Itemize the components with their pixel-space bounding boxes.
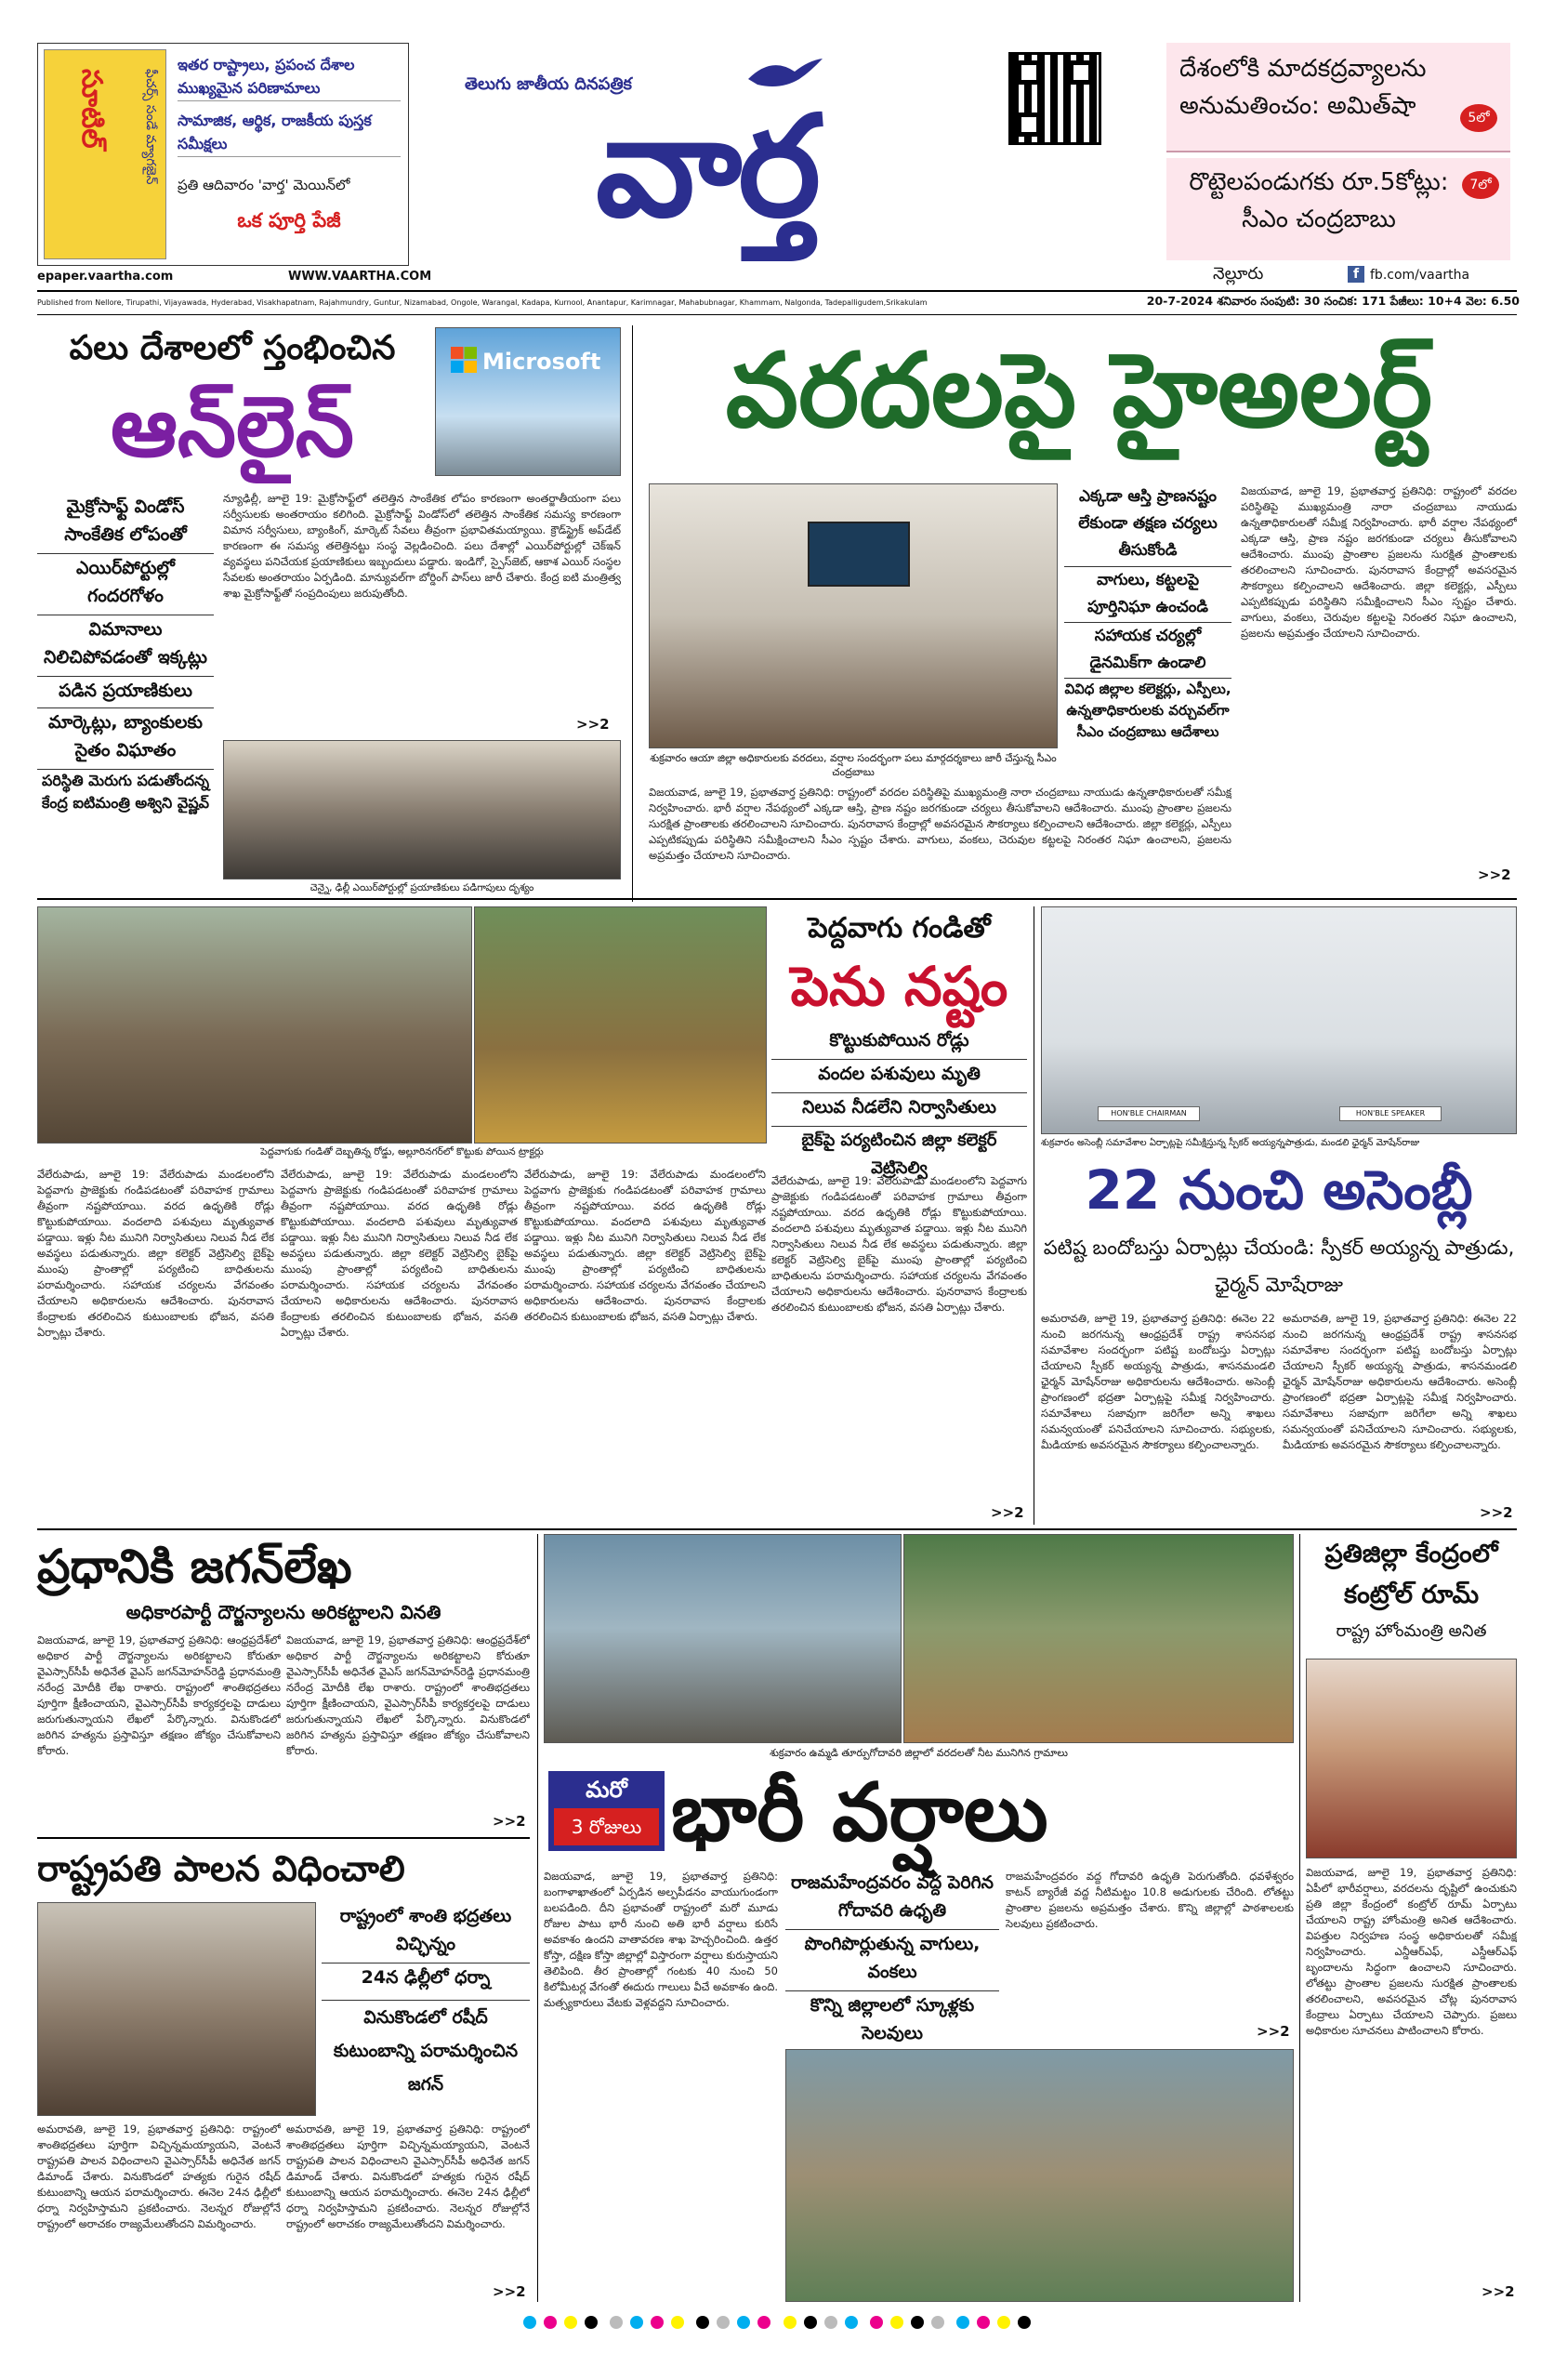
floods-point-3: సహాయక చర్యల్లో డైనమిక్‌గా ఉండాలి <box>1064 623 1231 679</box>
damaged-road-photo <box>37 906 472 1144</box>
assembly-headline: 22 నుంచి అసెంబ్లీ <box>1085 1158 1473 1222</box>
promo-left-box <box>37 43 409 266</box>
promo-line-3: ప్రతి ఆదివారం 'వార్త' మెయిన్‌లో <box>178 177 350 193</box>
rains-kicker-top: మరో <box>586 1777 627 1803</box>
control-room-subhead: రాష్ట్ర హోంమంత్రి అనిత <box>1336 1621 1487 1641</box>
col-divider-1 <box>632 325 633 902</box>
pv-point-3: నిలువ నీడలేని నిర్వాసితులు <box>771 1093 1027 1127</box>
teaser-1-page-badge: 5లో <box>1460 104 1497 132</box>
masthead-tagline: తెలుగు జాతీయ దినపత్రిక <box>465 74 632 94</box>
ms-point-4: పడిన ప్రయాణికులు <box>37 677 214 708</box>
presidents-rule-headline: రాష్ట్రపతి పాలన విధించాలి <box>37 1848 405 1889</box>
rains-point-2: పొంగిపొర్లుతున్న వాగులు, వంకలు <box>785 1930 999 1991</box>
registration-marks <box>37 2315 1517 2337</box>
pedda-vagu-photo-caption: పెద్దవాగుకు గండితో దెబ్బతిన్న రోడ్డు, అల్లూరినగర్‌లో కొట్టుకు పోయిన ట్రాక్టర్లు <box>37 1145 767 1160</box>
speaker-chairman-photo <box>1041 906 1517 1134</box>
teaser-1[interactable] <box>1166 43 1510 152</box>
control-room-headline: ప్రతిజిల్లా కేంద్రంలో కంట్రోల్ రూమ్ <box>1324 1540 1498 1609</box>
jagan-letter-subhead: అధికారపార్టీ దౌర్జన్యాలను అరికట్టాలని వినతి <box>125 1601 441 1623</box>
video-screen <box>808 522 910 587</box>
ms-point-1: మైక్రోసాఫ్ట్ విండోస్ సాంకేతిక లోపంతో <box>37 493 214 554</box>
floods-body-lower: విజయవాడ, జూలై 19, ప్రభాతవార్త ప్రతినిధి: రాష్ట్రంలో వరదల పరిస్థితిపై ముఖ్యమంత్రి నారా చంద్రబాబు నాయుడు ఉన్నతాధికారులతో సమీక్ష నిర్వహించారు. భారీ వర్షాల నేపథ్యంలో ఎక్కడా ఆస్తి, ప్రాణ నష్టం జరగకుండా చర్యలు తీసుకోవాలని ఆదేశించారు. ముంపు ప్రాంతాల ప్రజలను సురక్షిత ప్రాంతాలకు తరలించాలని సూచించారు. పునరావాస కేంద్రాల్లో అవసరమైన సౌకర్యాలు కల్పించాలని ఆదేశించారు. జిల్లా కలెక్టర్లు, ఎస్పీలు ఎప్పటికప్పుడు పరిస్థితిని సమీక్షించాలని సీఎం స్పష్టం చేశారు. వాగులు, వంకలు, చెరువుల కట్టలపై నిరంతర నిఘా ఉంచాలని, ప్రజలను అప్రమత్తం చేయాలని సూచించారు. <box>649 786 1231 862</box>
microsoft-logo-icon <box>451 347 477 373</box>
rains-body-left: విజయవాడ, జూలై 19, ప్రభాతవార్త ప్రతినిధి: బంగాళాఖాతంలో ఏర్పడిన అల్పపీడనం వాయుగుండంగా బలపడింది. దీని ప్రభావంతో రాష్ట్రంలో మరో మూడు రోజుల పాటు భారీ నుంచి అతి భారీ వర్షాలు కురిసే అవకాశం ఉందని వాతావరణ శాఖ హెచ్చరించింది. ఉత్తర కోస్తా, దక్షిణ కోస్తా జిల్లాల్లో విస్తారంగా వర్షాలు కురుస్తాయని తెలిపింది. తీర ప్రాంతాల్లో గంటకు 40 నుంచి 50 కిలోమీటర్ల వేగంతో ఈదురు గాలులు వీచే అవకాశం ఉంది. మత్స్యకారులు వేటకు వెళ్లవద్దని సూచించారు. <box>544 1870 778 2009</box>
nameplate-speaker: HON'BLE SPEAKER <box>1339 1106 1442 1121</box>
control-room-body: విజయవాడ, జూలై 19, ప్రభాతవార్త ప్రతినిధి: ఏపీలో భారీవర్షాలు, వరదలను దృష్టిలో ఉంచుకుని ప్రతి జిల్లా కేంద్రంలో కంట్రోల్ రూమ్ ఏర్పాటు చేయాలని రాష్ట్ర హోంమంత్రి అనిత ఆదేశించారు. విపత్తుల నిర్వహణ సంస్థ అధికారులతో సమీక్ష నిర్వహించారు. ఎన్డీఆర్ఎఫ్, ఎస్డీఆర్ఎఫ్ బృందాలను సిద్ధంగా ఉంచాలని సూచించారు. లోతట్టు ప్రాంతాల ప్రజలను సురక్షిత ప్రాంతాలకు తరలించాలని, అవసరమైన చోట్ల పునరావాస కేంద్రాలు ఏర్పాటు చేయాలని చెప్పారు. ప్రజలు అధికారుల సూచనలు పాటించాలని కోరారు. <box>1306 1866 1517 2037</box>
col-divider-3 <box>537 1534 538 2302</box>
rains-point-1: రాజమహేంద్రవరం వద్ద పెరిగిన గోదావరి ఉధృతి <box>785 1869 999 1930</box>
rains-kicker-bottom: 3 రోజులు <box>554 1808 659 1845</box>
ms-point-2: ఎయిర్‌పోర్టుల్లో గందరగోళం <box>37 554 214 615</box>
floods-point-4: వివిధ జిల్లాల కలెక్టర్లు, ఎస్పీలు, ఉన్నతాధికారులకు వర్చువల్‌గా సీఎం చంద్రబాబు ఆదేశాలు <box>1064 681 1231 740</box>
presidents-rule-side-points <box>322 1902 530 2116</box>
rains-body-right: రాజమహేంద్రవరం వద్ద గోదావరి ఉధృతి పెరుగుతోంది. ధవళేశ్వరం కాటన్ బ్యారేజీ వద్ద నీటిమట్టం 10.8 అడుగులకు చేరింది. లోతట్టు ప్రాంతాల ప్రజలను అప్రమత్తం చేశారు. కొన్ని జిల్లాల్లో పాఠశాలలకు సెలవులు ప్రకటించారు. <box>1006 1870 1294 1930</box>
microsoft-photo-label: Microsoft <box>482 349 601 375</box>
facebook-link[interactable]: fb.com/vaartha <box>1370 268 1470 283</box>
airport-crowd-photo <box>223 740 621 879</box>
website-link[interactable]: WWW.VAARTHA.COM <box>288 270 432 284</box>
microsoft-headline: ఆన్‌లైన్ <box>111 378 354 476</box>
assembly-photo-caption: శుక్రవారం అసెంబ్లీ సమావేశాల ఏర్పాట్లపై సమీక్షిస్తున్న స్పీకర్ అయ్యన్నపాత్రుడు, మండలి ఛైర్మన్ మోషేన్‌రాజు <box>1041 1136 1517 1151</box>
pedda-vagu-body-4: వేలేరుపాడు, జూలై 19: వేలేరుపాడు మండలంలోని పెద్దవాగు ప్రాజెక్టుకు గండిపడటంతో పరివాహక గ్రామాలు తీవ్రంగా నష్టపోయాయి. వరద ఉధృతికి రోడ్లు కొట్టుకుపోయాయి. వందలాది పశువులు మృత్యువాత పడ్డాయి. ఇళ్లు నీట మునిగి నిర్వాసితులు నిలువ నీడ లేక అవస్థలు పడుతున్నారు. జిల్లా కలెక్టర్ వెట్రిసెల్వి బైక్‌పై ముంపు ప్రాంతాల్లో పర్యటించి బాధితులను పరామర్శించారు. సహాయక చర్యలను వేగవంతం చేయాలని అధికారులను ఆదేశించారు. పునరావాస కేంద్రాలకు తరలించిన కుటుంబాలకు భోజన, వసతి ఏర్పాట్లు చేశారు. <box>771 1174 1027 1314</box>
section-rule-1 <box>37 898 1517 900</box>
assembly-body-1: అమరావతి, జూలై 19, ప్రభాతవార్త ప్రతినిధి: ఈనెల 22 నుంచి జరగనున్న ఆంధ్రప్రదేశ్ రాష్ట్ర శాసనసభ సమావేశాల సందర్భంగా పటిష్ట బందోబస్తు ఏర్పాట్లు చేయాలని స్పీకర్ అయ్యన్న పాత్రుడు, శాసనమండలి ఛైర్మన్ మోషేన్‌రాజు అధికారులను ఆదేశించారు. అసెంబ్లీ ప్రాంగణంలో భద్రతా ఏర్పాట్లపై సమీక్ష నిర్వహించారు. సమావేశాలు సజావుగా జరిగేలా అన్ని శాఖలు సమన్వయంతో పనిచేయాలని సూచించారు. సభ్యులకు, మీడియాకు అవసరమైన సౌకర్యాలు కల్పించాలన్నారు. <box>1041 1312 1275 1451</box>
teaser-2-text: రొట్టెలపండుగకు రూ.5కోట్లు: సీఎం చంద్రబాబు <box>1189 168 1449 233</box>
pedda-vagu-headline: పెను నష్టం <box>790 955 1008 1018</box>
floods-continued[interactable]: >>2 <box>1478 866 1511 883</box>
floods-headline: వరదలపై హైఅలర్ట్ <box>725 331 1433 450</box>
presidents-rule-continued[interactable]: >>2 <box>493 2283 526 2300</box>
rains-side-points <box>785 1869 999 2043</box>
nameplate-chairman: HON'BLE CHAIRMAN <box>1098 1106 1200 1121</box>
pedda-vagu-body-2: వేలేరుపాడు, జూలై 19: వేలేరుపాడు మండలంలోని పెద్దవాగు ప్రాజెక్టుకు గండిపడటంతో పరివాహక గ్రామాలు తీవ్రంగా నష్టపోయాయి. వరద ఉధృతికి రోడ్లు కొట్టుకుపోయాయి. వందలాది పశువులు మృత్యువాత పడ్డాయి. ఇళ్లు నీట మునిగి నిర్వాసితులు నిలువ నీడ లేక అవస్థలు పడుతున్నారు. జిల్లా కలెక్టర్ వెట్రిసెల్వి బైక్‌పై ముంపు ప్రాంతాల్లో పర్యటించి బాధితులను పరామర్శించారు. సహాయక చర్యలను వేగవంతం చేయాలని అధికారులను ఆదేశించారు. పునరావాస కేంద్రాలకు తరలించిన కుటుంబాలకు భోజన, వసతి ఏర్పాట్లు చేశారు. <box>281 1168 518 1339</box>
assembly-subhead: పటిష్ట బందోబస్తు ఏర్పాట్లు చేయండి: స్పీకర్ అయ్యన్న పాత్రుడు, ఛైర్మన్ మోషేరాజు <box>1043 1236 1515 1296</box>
pr-point-1: రాష్ట్రంలో శాంతి భద్రతలు విచ్ఛిన్నం <box>322 1902 530 1964</box>
microsoft-body: న్యూఢిల్లీ, జూలై 19: మైక్రోసాఫ్ట్‌లో తలెత్తిన సాంకేతిక లోపం కారణంగా అంతర్జాతీయంగా పలు సర్వీసులకు అంతరాయం కలిగింది. మైక్రోసాఫ్ట్ విండోస్‌లో తలెత్తిన సాంకేతిక సమస్య కారణంగా విమాన సర్వీసులు, బ్యాంకింగ్, మార్కెట్ సేవలు తీవ్రంగా ప్రభావితమయ్యాయి. క్రౌడ్‌స్ట్రైక్ అప్‌డేట్ కారణంగా ఈ సమస్య తలెత్తినట్టు సంస్థ వెల్లడించింది. పలు దేశాల్లో ఎయిర్‌పోర్టుల్లో చెక్‌ఇన్ వ్యవస్థలు పనిచేయక ప్రయాణికులు ఇబ్బందులు పడ్డారు. ఇండిగో, స్పైస్‌జెట్, ఆకాశ ఎయిర్ సంస్థల సేవలకు అంతరాయం ఏర్పడింది. మాన్యువల్‌గా బోర్డింగ్ పాస్‌లు జారీ చేశారు. కేంద్ర ఐటి మంత్రిత్వ శాఖ మైక్రోసాఫ్ట్‌తో సంప్రదింపులు జరుపుతోంది. <box>223 492 621 600</box>
pv-point-2: వందల పశువులు మృతి <box>771 1060 1027 1093</box>
teaser-2-page-badge: 7లో <box>1462 171 1499 199</box>
pr-point-3: వినుకొండలో రషీద్ కుటుంబాన్ని పరామర్శించిన జగన్ <box>333 2007 519 2095</box>
ms-point-3: విమానాలు నిలిచిపోవడంతో ఇక్కట్లు <box>37 615 214 677</box>
floods-side-points <box>1064 483 1231 790</box>
rains-headline: భారీ వర్షాలు <box>671 1766 1048 1859</box>
rains-kicker-box <box>548 1771 665 1851</box>
ms-point-6: పరిస్థితి మెరుగు పడుతోందన్న కేంద్ర ఐటిమంత్రి అశ్విని వైష్ణవ్ <box>41 772 210 812</box>
assembly-body-2: అమరావతి, జూలై 19, ప్రభాతవార్త ప్రతినిధి: ఈనెల 22 నుంచి జరగనున్న ఆంధ్రప్రదేశ్ రాష్ట్ర శాసనసభ సమావేశాల సందర్భంగా పటిష్ట బందోబస్తు ఏర్పాట్లు చేయాలని స్పీకర్ అయ్యన్న పాత్రుడు, శాసనమండలి ఛైర్మన్ మోషేన్‌రాజు అధికారులను ఆదేశించారు. అసెంబ్లీ ప్రాంగణంలో భద్రతా ఏర్పాట్లపై సమీక్ష నిర్వహించారు. సమావేశాలు సజావుగా జరిగేలా అన్ని శాఖలు సమన్వయంతో పనిచేయాలని సూచించారు. సభ్యులకు, మీడియాకు అవసరమైన సౌకర్యాలు కల్పించాలన్నారు. <box>1283 1312 1517 1451</box>
pv-point-1: కొట్టుకుపోయిన రోడ్లు <box>771 1026 1027 1060</box>
pedda-vagu-side-points <box>771 1026 1027 1178</box>
pedda-vagu-continued[interactable]: >>2 <box>991 1504 1024 1521</box>
teaser-1-text: దేశంలోకి మాదకద్రవ్యాలను అనుమతించం: అమిత్‌షా <box>1179 55 1427 120</box>
jagan-rule <box>37 1837 530 1839</box>
edition-city: నెల్లూరు <box>1213 264 1264 284</box>
floods-point-1: ఎక్కడా ఆస్తి ప్రాణనష్టం లేకుండా తక్షణ చర్యలు తీసుకోండి <box>1064 483 1231 567</box>
home-minister-photo <box>1306 1659 1517 1858</box>
floods-body: విజయవాడ, జూలై 19, ప్రభాతవార్త ప్రతినిధి: రాష్ట్రంలో వరదల పరిస్థితిపై ముఖ్యమంత్రి నారా చంద్రబాబు నాయుడు ఉన్నతాధికారులతో సమీక్ష నిర్వహించారు. భారీ వర్షాల నేపథ్యంలో ఎక్కడా ఆస్తి, ప్రాణ నష్టం జరగకుండా చర్యలు తీసుకోవాలని ఆదేశించారు. ముంపు ప్రాంతాల ప్రజలను సురక్షిత ప్రాంతాలకు తరలించాలని సూచించారు. పునరావాస కేంద్రాల్లో అవసరమైన సౌకర్యాలు కల్పించాలని ఆదేశించారు. జిల్లా కలెక్టర్లు, ఎస్పీలు ఎప్పటికప్పుడు పరిస్థితిని సమీక్షించాలని సీఎం స్పష్టం చేశారు. వాగులు, వంకలు, చెరువుల కట్టలపై నిరంతర నిఘా ఉంచాలని, ప్రజలను అప్రమత్తం చేయాలని సూచించారు. <box>1241 484 1517 640</box>
rains-continued[interactable]: >>2 <box>1257 2023 1290 2040</box>
flooded-street-photo <box>544 1534 902 1743</box>
microsoft-building-photo <box>435 327 621 476</box>
jagan-letter-body-2: విజయవాడ, జూలై 19, ప్రభాతవార్త ప్రతినిధి: ఆంధ్రప్రదేశ్‌లో అధికార పార్టీ దౌర్జన్యాలను అరికట్టాలని కోరుతూ వైఎస్సార్‌సీపీ అధినేత వైఎస్ జగన్‌మోహన్‌రెడ్డి ప్రధానమంత్రి నరేంద్ర మోదీకి లేఖ రాశారు. రాష్ట్రంలో శాంతిభద్రతలు పూర్తిగా క్షీణించాయని, వైఎస్సార్‌సీపీ కార్యకర్తలపై దాడులు జరుగుతున్నాయని లేఖలో పేర్కొన్నారు. వినుకొండలో జరిగిన హత్యను ప్రస్తావిస్తూ తక్షణం జోక్యం చేసుకోవాలని కోరారు. <box>286 1633 530 1757</box>
dateline-rule <box>37 314 1517 315</box>
qr-code[interactable] <box>1008 52 1101 145</box>
badge-subtitle: ఫీచర్స్ సండే మ్యాగజైన్ <box>143 69 158 185</box>
epaper-link[interactable]: epaper.vaartha.com <box>37 270 174 284</box>
pr-point-2: 24న ఢిల్లీలో ధర్నా <box>322 1964 530 2001</box>
jagan-consoling-photo <box>37 1902 316 2116</box>
promo-line-2: సామాజిక, ఆర్థిక, రాజకీయ పుస్తక సమీక్షలు <box>178 109 401 157</box>
assembly-continued[interactable]: >>2 <box>1480 1504 1513 1521</box>
col-divider-4 <box>1299 1534 1300 2302</box>
pedda-vagu-kicker: పెద్దవాగు గండితో <box>808 912 991 945</box>
microsoft-side-points <box>37 493 214 865</box>
microsoft-photo-caption: చెన్నై, ఢిల్లీ ఎయిర్‌పోర్టుల్లో ప్రయాణికులు పడిగాపులు దృశ్యం <box>223 881 621 896</box>
jagan-letter-body-1: విజయవాడ, జూలై 19, ప్రభాతవార్త ప్రతినిధి: ఆంధ్రప్రదేశ్‌లో అధికార పార్టీ దౌర్జన్యాలను అరికట్టాలని కోరుతూ వైఎస్సార్‌సీపీ అధినేత వైఎస్ జగన్‌మోహన్‌రెడ్డి ప్రధానమంత్రి నరేంద్ర మోదీకి లేఖ రాశారు. రాష్ట్రంలో శాంతిభద్రతలు పూర్తిగా క్షీణించాయని, వైఎస్సార్‌సీపీ కార్యకర్తలపై దాడులు జరుగుతున్నాయని లేఖలో పేర్కొన్నారు. వినుకొండలో జరిగిన హత్యను ప్రస్తావిస్తూ తక్షణం జోక్యం చేసుకోవాలని కోరారు. <box>37 1633 281 1757</box>
masthead-title: వార్త <box>595 86 818 248</box>
floods-point-2: వాగులు, కట్టలపై పూర్తినిఘా ఉంచండి <box>1064 567 1231 623</box>
sunday-magazine-badge <box>44 49 166 259</box>
pedda-vagu-body-1: వేలేరుపాడు, జూలై 19: వేలేరుపాడు మండలంలోని పెద్దవాగు ప్రాజెక్టుకు గండిపడటంతో పరివాహక గ్రామాలు తీవ్రంగా నష్టపోయాయి. వరద ఉధృతికి రోడ్లు కొట్టుకుపోయాయి. వందలాది పశువులు మృత్యువాత పడ్డాయి. ఇళ్లు నీట మునిగి నిర్వాసితులు నిలువ నీడ లేక అవస్థలు పడుతున్నారు. జిల్లా కలెక్టర్ వెట్రిసెల్వి బైక్‌పై ముంపు ప్రాంతాల్లో పర్యటించి బాధితులను పరామర్శించారు. సహాయక చర్యలను వేగవంతం చేయాలని అధికారులను ఆదేశించారు. పునరావాస కేంద్రాలకు తరలించిన కుటుంబాలకు భోజన, వసతి ఏర్పాట్లు చేశారు. <box>37 1168 274 1339</box>
masthead-rule <box>37 290 1517 292</box>
badge-title: సూటిల్ <box>75 69 108 149</box>
cm-video-conference-photo <box>649 483 1058 748</box>
promo-line-4: ఒక పూర్తి పేజీ <box>237 209 341 231</box>
rains-photo-caption: శుక్రవారం ఉమ్మడి తూర్పుగోదావరి జిల్లాలో వరదలతో నీట మునిగిన గ్రామాలు <box>544 1746 1294 1761</box>
jagan-letter-headline: ప్రధానికి జగన్‌లేఖ <box>37 1540 352 1593</box>
teaser-2[interactable] <box>1166 158 1510 260</box>
published-from: Published from Nellore, Tirupathi, Vijayawada, Hyderabad, Visakhapatnam, Rajahmundry, Guntur, Nizamabad, Ongole, Warangal, Kadapa, Kurnool, Anantapur, Karimnagar, Mahabubnagar, Khammam, Nalgonda, Tadepalligudem,Srikakulam <box>37 298 928 307</box>
rains-point-3: కొన్ని జిల్లాలలో స్కూళ్లకు సెలవులు <box>810 1995 975 2043</box>
promo-line-1: ఇతర రాష్ట్రాలు, ప్రపంచ దేశాల ముఖ్యమైన పరిణామాలు <box>178 53 401 101</box>
washed-tractor-photo <box>474 906 767 1144</box>
presidents-rule-body-1: అమరావతి, జూలై 19, ప్రభాతవార్త ప్రతినిధి: రాష్ట్రంలో శాంతిభద్రతలు పూర్తిగా విచ్ఛిన్నమయ్యాయని, వెంటనే రాష్ట్రపతి పాలన విధించాలని వైఎస్సార్‌సీపీ అధినేత జగన్ డిమాండ్ చేశారు. వినుకొండలో హత్యకు గురైన రషీద్ కుటుంబాన్ని ఆయన పరామర్శించారు. ఈనెల 24న ఢిల్లీలో ధర్నా నిర్వహిస్తామని ప్రకటించారు. నెలన్నర రోజుల్లోనే రాష్ట్రంలో అరాచకం రాజ్యమేలుతోందని విమర్శించారు. <box>37 2122 281 2230</box>
ms-point-5: మార్కెట్లు, బ్యాంకులకు సైతం విఘాతం <box>37 708 214 770</box>
pedda-vagu-body-3: వేలేరుపాడు, జూలై 19: వేలేరుపాడు మండలంలోని పెద్దవాగు ప్రాజెక్టుకు గండిపడటంతో పరివాహక గ్రామాలు తీవ్రంగా నష్టపోయాయి. వరద ఉధృతికి రోడ్లు కొట్టుకుపోయాయి. వందలాది పశువులు మృత్యువాత పడ్డాయి. ఇళ్లు నీట మునిగి నిర్వాసితులు నిలువ నీడ లేక అవస్థలు పడుతున్నారు. జిల్లా కలెక్టర్ వెట్రిసెల్వి బైక్‌పై ముంపు ప్రాంతాల్లో పర్యటించి బాధితులను పరామర్శించారు. సహాయక చర్యలను వేగవంతం చేయాలని అధికారులను ఆదేశించారు. పునరావాస కేంద్రాలకు తరలించిన కుటుంబాలకు భోజన, వసతి ఏర్పాట్లు చేశారు. <box>524 1168 766 1323</box>
pv-point-4: బైక్‌పై పర్యటించిన జిల్లా కలెక్టర్ వెట్రిసెల్వి <box>801 1130 997 1178</box>
dateline: 20-7-2024 శనివారం సంపుటి: 30 సంచిక: 171 పేజీలు: 10+4 వెల: 6.50 <box>1146 294 1520 308</box>
flood-aerial-photo <box>785 2049 1294 2302</box>
control-room-continued[interactable]: >>2 <box>1482 2283 1515 2300</box>
flooded-village-photo <box>903 1534 1294 1743</box>
jagan-letter-continued[interactable]: >>2 <box>493 1813 526 1830</box>
section-rule-2 <box>37 1528 1517 1530</box>
microsoft-continued[interactable]: >>2 <box>576 716 610 733</box>
microsoft-kicker: పలు దేశాలలో స్తంభించిన <box>69 329 396 367</box>
facebook-icon[interactable]: f <box>1348 266 1364 283</box>
presidents-rule-body-2: అమరావతి, జూలై 19, ప్రభాతవార్త ప్రతినిధి: రాష్ట్రంలో శాంతిభద్రతలు పూర్తిగా విచ్ఛిన్నమయ్యాయని, వెంటనే రాష్ట్రపతి పాలన విధించాలని వైఎస్సార్‌సీపీ అధినేత జగన్ డిమాండ్ చేశారు. వినుకొండలో హత్యకు గురైన రషీద్ కుటుంబాన్ని ఆయన పరామర్శించారు. ఈనెల 24న ఢిల్లీలో ధర్నా నిర్వహిస్తామని ప్రకటించారు. నెలన్నర రోజుల్లోనే రాష్ట్రంలో అరాచకం రాజ్యమేలుతోందని విమర్శించారు. <box>286 2122 530 2230</box>
floods-photo-caption: శుక్రవారం ఆయా జిల్లా అధికారులకు వరదలు, వర్షాల సందర్భంగా పలు మార్గదర్శకాలు జారీ చేస్తున్న సీఎం చంద్రబాబు <box>649 751 1058 781</box>
